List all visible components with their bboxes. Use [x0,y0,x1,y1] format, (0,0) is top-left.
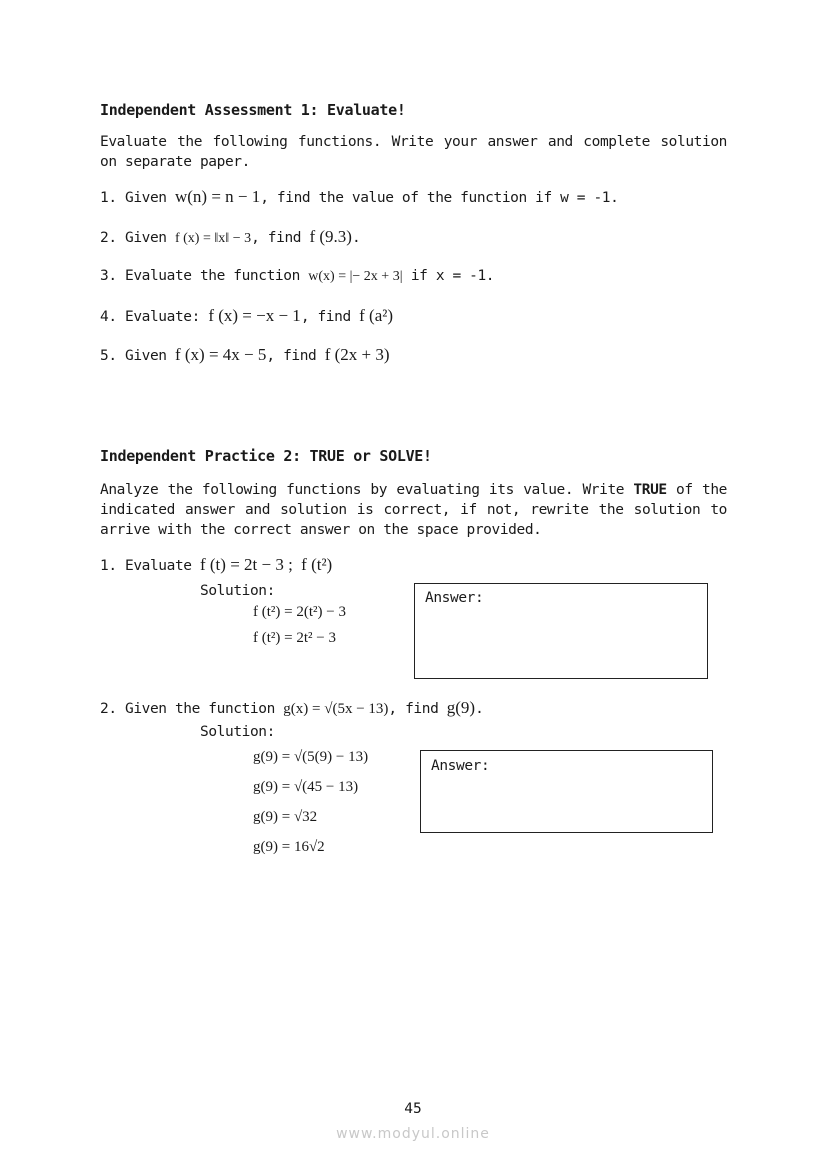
section2-instructions [100,480,727,540]
s1-item-4-num: 4. Evaluate: [100,309,200,325]
problem2-math: g(x) = √(5x − 13) [283,701,389,717]
s1-item-1-num: 1. Given [100,190,167,206]
s1-item-2-num: 2. Given [100,230,167,246]
s1-item-3 [100,266,494,287]
problem2-mid: , find [388,701,439,717]
s1-item-5-mid: , find [266,348,317,364]
problem1-math: f (t) = 2t − 3 ; [199,555,293,574]
problem1-statement [100,555,332,576]
s1-item-1 [100,187,618,208]
problem2-answer-box[interactable] [420,750,713,833]
s1-item-2-rest: . [351,230,361,246]
problem2-solution-label: Solution: [200,724,275,740]
s1-item-3-rest: if x = -1. [410,268,495,284]
section2-instr-bold: TRUE [633,482,667,498]
s1-item-5-num: 5. Given [100,348,167,364]
section2-instr-a: Analyze the following functions by evaluating its value. Write [100,482,625,498]
section1-heading: Independent Assessment 1: Evaluate! [100,101,406,119]
s1-item-4 [100,306,393,327]
problem1-answer-box[interactable] [414,583,708,679]
s1-item-4-math: f (x) = −x − 1 [208,306,301,325]
problem2-solution-line-3: g(9) = √32 [253,809,318,825]
problem1-math2: f (t²) [301,555,333,574]
s1-item-3-math: w(x) = |− 2x + 3| [308,269,403,284]
problem1-solution-line-1: f (t²) = 2(t²) − 3 [253,604,346,620]
s1-item-1-rest: , find the value of the function if w = -1. [260,190,619,206]
problem1-solution-line-2: f (t²) = 2t² − 3 [253,630,336,646]
s1-item-5-math2: f (2x + 3) [324,345,390,364]
problem1-solution-label: Solution: [200,583,275,599]
problem1-label: 1. Evaluate [100,558,192,574]
problem2-statement [100,698,483,719]
problem1-answer-label: Answer: [425,590,484,606]
section2-instr-b: of the indicated answer and solution is correct, if not, rewrite the solution to arrive with the correct answer on the space provided. [100,482,727,538]
problem2-solution-line-4: g(9) = 16√2 [253,839,325,855]
s1-item-3-num: 3. Evaluate the function [100,268,300,284]
problem2-math2: g(9) [446,698,476,717]
s1-item-1-math: w(n) = n − 1 [174,187,261,206]
page-number: 45 [404,1101,422,1117]
problem2-answer-label: Answer: [431,758,490,774]
s1-item-4-math2: f (a²) [359,306,394,325]
s1-item-5-math: f (x) = 4x − 5 [174,345,267,364]
s1-item-4-mid: , find [300,309,351,325]
section2-heading: Independent Practice 2: TRUE or SOLVE! [100,447,432,465]
s1-item-2-math: f (x) = ‖x‖ − 3 [174,231,252,246]
s1-item-2-mid: , find [251,230,302,246]
s1-item-2 [100,227,360,249]
s1-item-5 [100,345,390,366]
s1-item-2-math2: f (9.3) [309,227,352,246]
problem2-solution-line-1: g(9) = √(5(9) − 13) [253,749,369,765]
watermark: www.modyul.online [336,1126,490,1142]
problem2-solution-line-2: g(9) = √(45 − 13) [253,779,359,795]
section1-instructions: Evaluate the following functions. Write your answer and complete solution on separate paper. [100,134,727,170]
problem2-rest: . [475,701,484,717]
problem2-label: 2. Given the function [100,701,275,717]
